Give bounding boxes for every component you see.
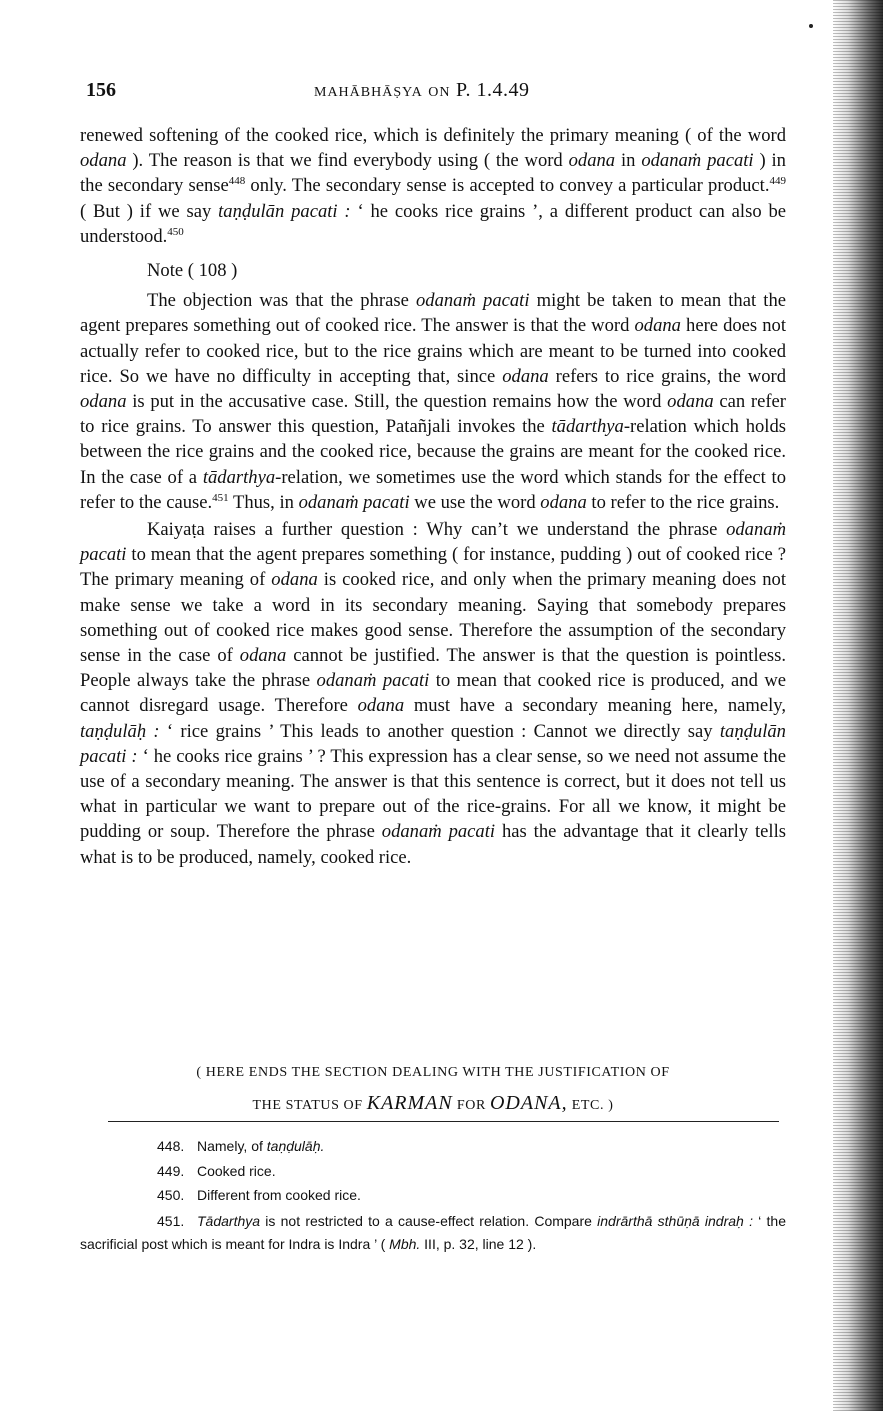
text: is cooked rice, and only when the primary meaning does not make sense we take a word in its secondary meaning. Saying that somebody prepares something out of cooked rice makes good sense. Therefore the assumption of the secondary sense in the case of [80,569,787,667]
italic-term: Tādarthya [197,1212,261,1229]
footnote-text: is not restricted to a cause-effect relation. Compare [260,1212,598,1229]
footnote-text: Cooked rice. [197,1162,276,1179]
title-main: MAHĀBHĀṢYA [314,85,423,100]
text: -relation which holds between the rice grains and the cooked rice, because the grains are meant for the cooked rice. In the case of a [80,416,786,488]
text: we use the word [409,491,541,513]
text: refers to rice grains, the word [548,365,787,387]
body-text [80,123,786,870]
footnote-number: 451. [157,1212,185,1229]
text: only. The secondary sense is accepted to convey a particular product. [245,175,770,197]
footnote-text: Different from cooked rice. [197,1187,361,1203]
text: -relation, we sometimes use the word which stands for the effect to refer to the cause. [80,466,786,513]
text: ( But ) if we say [80,200,219,222]
italic-term: odanaṁ pacati [298,491,410,513]
italic-term: odana [667,391,714,413]
speck-mark [809,24,813,28]
italic-term: odanaṁ pacati [80,519,786,566]
italic-term: odana [357,695,405,717]
text: Thus, in [228,491,299,513]
footnote-449 [80,1159,786,1184]
text: ‘ rice grains ’ This leads to another question : Cannot we directly say [159,720,720,742]
section-end-line-2 [80,1088,786,1121]
title-on: ON [428,85,451,100]
footnote-number: 449. [157,1162,185,1179]
italic-term: odanaṁ pacati [415,290,530,312]
italic-term: tādarthya [202,466,276,488]
section-end-line-1: ( HERE ENDS THE SECTION DEALING WITH THE JUSTIFICATION OF [196,1065,670,1080]
footnote-text: Namely, of [197,1138,267,1154]
text: THE STATUS OF [252,1098,367,1113]
italic-term: KARMAN [366,1092,453,1114]
footnotes [80,1134,786,1256]
italic-term: odana [80,150,127,172]
text: ‘ he cooks rice grains ’, a different product can also be understood. [80,200,787,247]
text: to mean that the agent prepares something ( for instance, pudding ) out of cooked rice ? The primary meaning of [80,544,786,591]
text: can refer to rice grains. To answer this question, Patañjali invokes the [80,391,786,438]
italic-term: taṇḍulāḥ : [80,720,160,742]
running-header [86,79,786,107]
italic-term: odanaṁ pacati [316,670,430,692]
italic-term: odana [239,645,287,667]
paragraph-3 [80,517,786,870]
paragraph-1 [80,123,786,249]
italic-term: indrārthā sthūṇā indraḥ : [597,1212,753,1229]
note-heading: Note ( 108 ) [147,260,238,282]
title-ref: P. 1.4.49 [456,79,530,101]
italic-term: Mbh. [389,1235,421,1252]
page-edge-shadow [833,0,883,1411]
text: to mean that cooked rice is produced, and we cannot disregard usage. Therefore [80,670,786,717]
footnote-450 [80,1183,786,1208]
text: renewed softening of the cooked rice, which is definitely the primary meaning ( of the word [80,125,786,146]
footnote-ref[interactable]: 448 [228,175,246,188]
footnote-divider [108,1121,779,1122]
italic-term: taṇḍulān pacati : [80,720,786,767]
text: to refer to the rice grains. [586,491,780,513]
footnote-451 [80,1210,786,1256]
italic-term: odana [540,491,587,513]
text: has the advantage that it clearly tells what is to be produced, namely, cooked rice. [80,821,786,868]
italic-term: tādarthya [551,416,624,438]
text: might be taken to mean that the agent prepares something out of cooked rice. The answer is that the word [80,290,786,337]
text: Kaiyaṭa raises a further question : Why can’t we understand the phrase [147,519,727,541]
text: is put in the accusative case. Still, the question remains how the word [126,391,668,413]
text: FOR [452,1098,490,1113]
italic-term: ODANA, [489,1092,568,1114]
footnote-number: 450. [157,1187,185,1203]
page-number: 156 [86,79,116,101]
text: ). The reason is that we find everybody using ( the word [126,150,569,172]
italic-term: odanaṁ pacati [641,150,754,172]
footnote-ref[interactable]: 449 [769,175,786,188]
text: cannot be justified. The answer is that the question is pointless. People always take the phrase [80,645,786,692]
footnote-448 [80,1134,786,1159]
text: here does not actually refer to cooked rice, but to the rice grains which are meant to be turned into cooked rice. So we have no difficulty in accepting that, since [80,315,786,387]
text: ) in the secondary sense [80,150,786,197]
running-title [314,79,529,102]
footnote-text: III, p. 32, line 12 ). [420,1235,537,1252]
paragraph-2 [80,288,786,515]
text: must have a secondary meaning here, namely, [404,695,786,717]
italic-term: odana [634,315,681,337]
footnote-ref[interactable]: 451 [212,491,229,504]
footnote-number: 448. [157,1138,185,1154]
text: ‘ he cooks rice grains ’ ? This expression has a clear sense, so we need not assume the use of a secondary meaning. The answer is that this sentence is correct, but it does not tell us what in particular we want to prepare out of the rice-grains. For all we know, it might be pudding or soup. Therefore the phrase [80,745,786,843]
text: ETC. ) [567,1098,614,1113]
italic-term: taṇḍulān pacati : [218,200,351,222]
italic-term: odana [80,391,127,413]
text: The objection was that the phrase [147,290,416,312]
footnote-ref[interactable]: 450 [167,225,184,238]
section-end-note [80,1058,786,1121]
italic-term: odana [502,365,549,387]
italic-term: odanaṁ pacati [381,821,496,843]
italic-term: taṇḍulāḥ. [266,1138,325,1154]
italic-term: odana [271,569,318,591]
italic-term: odana [568,150,616,172]
footnote-text: ‘ the sacrificial post which is meant for Indra is Indra ’ ( [80,1212,786,1252]
text: in [615,150,642,172]
